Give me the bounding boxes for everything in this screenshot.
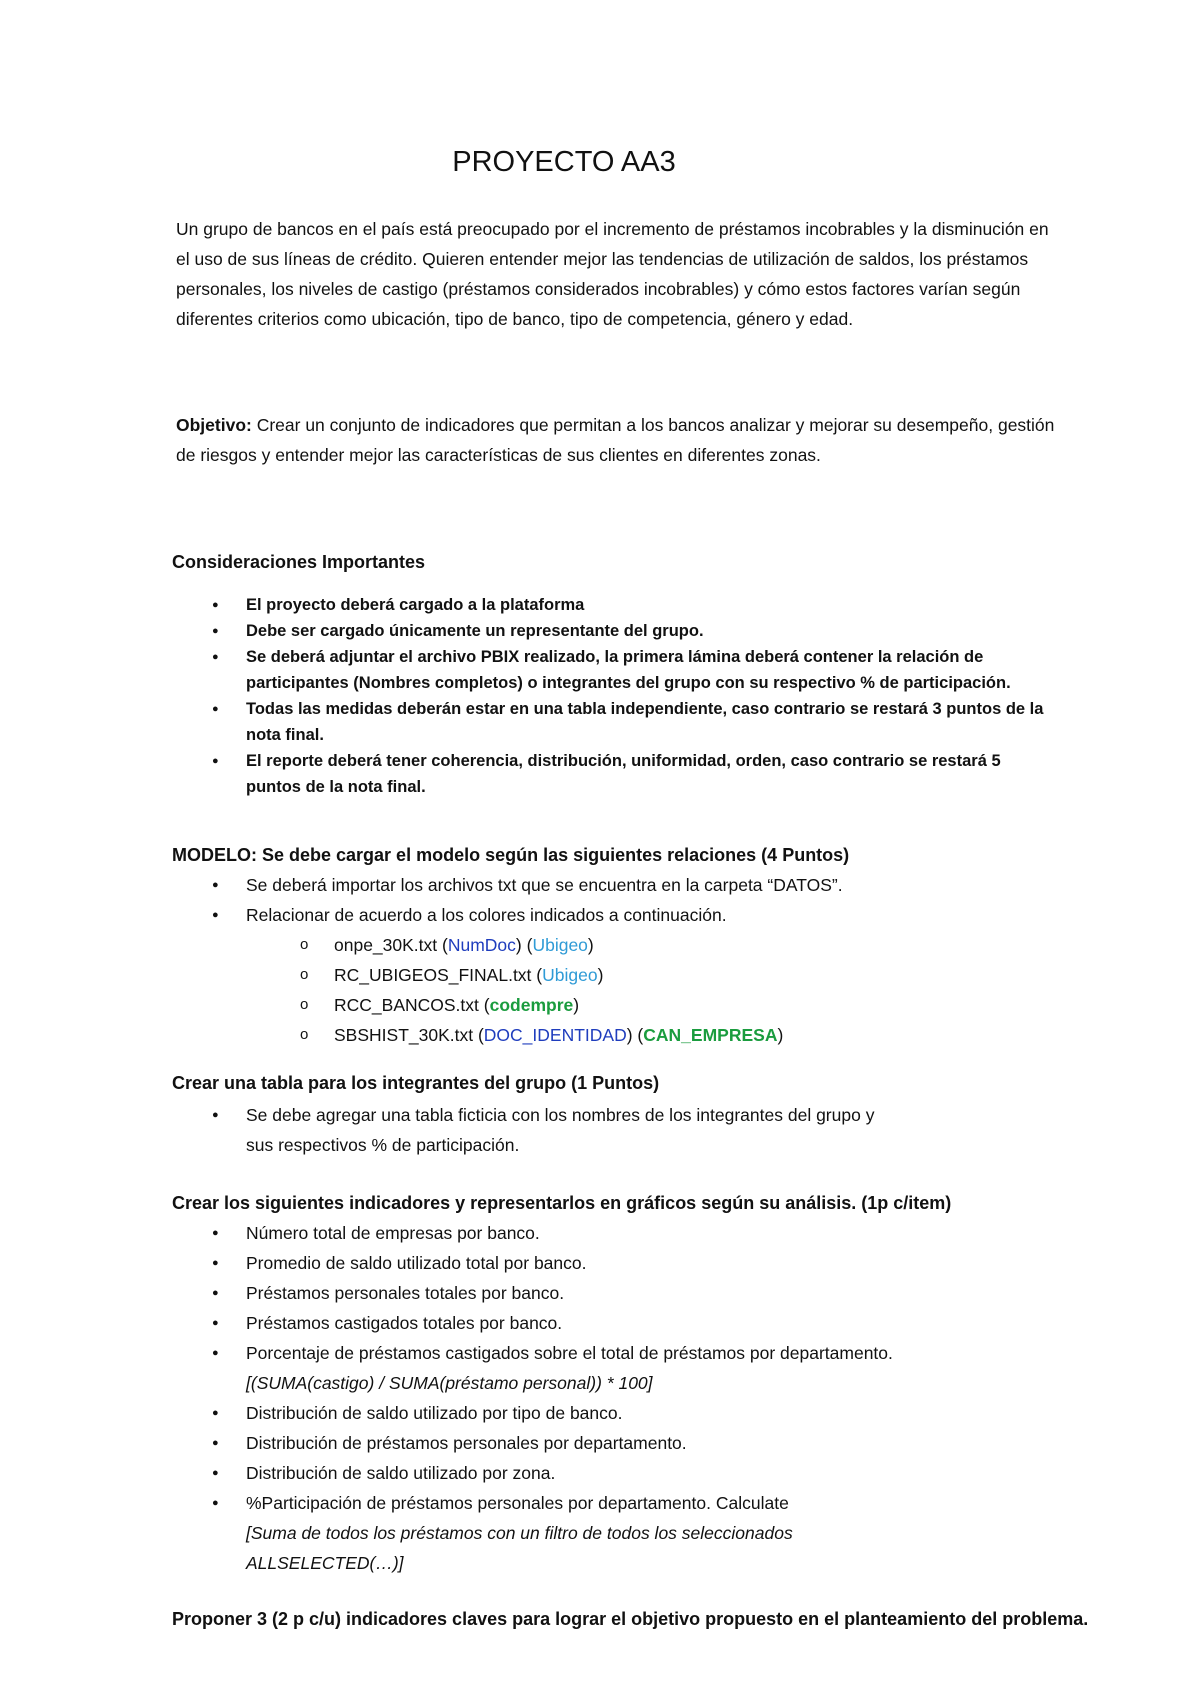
considerations-heading: Consideraciones Importantes <box>172 552 426 572</box>
objective-label: Objetivo: <box>176 415 252 435</box>
tabla-heading: Crear una tabla para los integrantes del grupo (1 Puntos) <box>172 1073 660 1093</box>
list-item: ● Número total de empresas por banco. <box>176 1218 936 1248</box>
modelo-list <box>176 870 1056 930</box>
file-item: o onpe_30K.txt (NumDoc) (Ubigeo) <box>300 930 783 960</box>
calc-note: [Suma de todos los préstamos con un filtro de todos los seleccionados ALLSELECTED(…)] <box>246 1523 793 1573</box>
file-name: SBSHIST_30K.txt <box>334 1025 474 1045</box>
list-item: ● Relacionar de acuerdo a los colores indicados a continuación. <box>176 900 1056 930</box>
list-item <box>176 1338 936 1398</box>
relation-key: NumDoc <box>447 935 516 955</box>
relation-key: CAN_EMPRESA <box>643 1025 778 1045</box>
list-item: ● Préstamos personales totales por banco. <box>176 1278 936 1308</box>
list-item: ● Promedio de saldo utilizado total por banco. <box>176 1248 936 1278</box>
file-name: onpe_30K.txt <box>334 935 438 955</box>
file-name: RCC_BANCOS.txt <box>334 995 479 1015</box>
relation-key: DOC_IDENTIDAD <box>483 1025 627 1045</box>
objective-text: Crear un conjunto de indicadores que permitan a los bancos analizar y mejorar su desempeño, gestión de riesgos y entender mejor las características de sus clientes en diferentes zonas. <box>176 415 1055 465</box>
relation-key: Ubigeo <box>532 935 588 955</box>
relation-key: codempre <box>489 995 574 1015</box>
file-item: o SBSHIST_30K.txt (DOC_IDENTIDAD) (CAN_EMPRESA) <box>300 1020 783 1050</box>
intro-paragraph: Un grupo de bancos en el país está preocupado por el incremento de préstamos incobrables y la disminución en el uso de sus líneas de crédito. Quieren entender mejor las tendencias de utilización de saldos, los préstamos personales, los niveles de castigo (préstamos considerados incobrables) y cómo estos factores varían según diferentes criterios como ubicación, tipo de banco, tipo de competencia, género y edad. <box>176 219 1049 329</box>
list-item: ● Distribución de saldo utilizado por tipo de banco. <box>176 1398 936 1428</box>
modelo-heading: MODELO: Se debe cargar el modelo según las siguientes relaciones (4 Puntos) <box>172 845 850 865</box>
list-item: ● Distribución de saldo utilizado por zona. <box>176 1458 936 1488</box>
list-item: ● Se deberá adjuntar el archivo PBIX realizado, la primera lámina deberá contener la relación de participantes (Nombres completos) o integrantes del grupo con su respectivo % de participación. <box>176 644 1056 696</box>
formula-text: [(SUMA(castigo) / SUMA(préstamo personal)) * 100] <box>246 1373 653 1393</box>
list-item: ● Debe ser cargado únicamente un representante del grupo. <box>176 618 1056 644</box>
list-item: ● Préstamos castigados totales por banco. <box>176 1308 936 1338</box>
file-item: o RC_UBIGEOS_FINAL.txt (Ubigeo) <box>300 960 783 990</box>
modelo-files-list <box>300 930 783 1050</box>
tabla-list <box>176 1100 896 1160</box>
indicator-text: %Participación de préstamos personales por departamento. Calculate <box>246 1493 789 1513</box>
proponer-heading: Proponer 3 (2 p c/u) indicadores claves para lograr el objetivo propuesto en el planteamiento del problema. <box>172 1609 1089 1629</box>
page-title: PROYECTO AA3 <box>452 146 676 178</box>
indicator-text: Porcentaje de préstamos castigados sobre el total de préstamos por departamento. <box>246 1343 893 1363</box>
list-item: ● Distribución de préstamos personales por departamento. <box>176 1428 936 1458</box>
list-item: ● Se deberá importar los archivos txt que se encuentra en la carpeta “DATOS”. <box>176 870 1056 900</box>
relation-key: Ubigeo <box>542 965 598 985</box>
considerations-list <box>176 592 1056 800</box>
indicadores-list <box>176 1218 936 1578</box>
list-item: ● El reporte deberá tener coherencia, distribución, uniformidad, orden, caso contrario se restará 5 puntos de la nota final. <box>176 748 1056 800</box>
indicadores-heading: Crear los siguientes indicadores y representarlos en gráficos según su análisis. (1p c/item) <box>172 1193 952 1213</box>
file-name: RC_UBIGEOS_FINAL.txt <box>334 965 532 985</box>
list-item: ● El proyecto deberá cargado a la plataforma <box>176 592 1056 618</box>
objective-paragraph <box>176 410 1056 470</box>
file-item: o RCC_BANCOS.txt (codempre) <box>300 990 783 1020</box>
list-item: ● Se debe agregar una tabla ficticia con los nombres de los integrantes del grupo y sus respectivos % de participación. <box>176 1100 896 1160</box>
list-item <box>176 1488 936 1578</box>
list-item: ● Todas las medidas deberán estar en una tabla independiente, caso contrario se restará 3 puntos de la nota final. <box>176 696 1056 748</box>
